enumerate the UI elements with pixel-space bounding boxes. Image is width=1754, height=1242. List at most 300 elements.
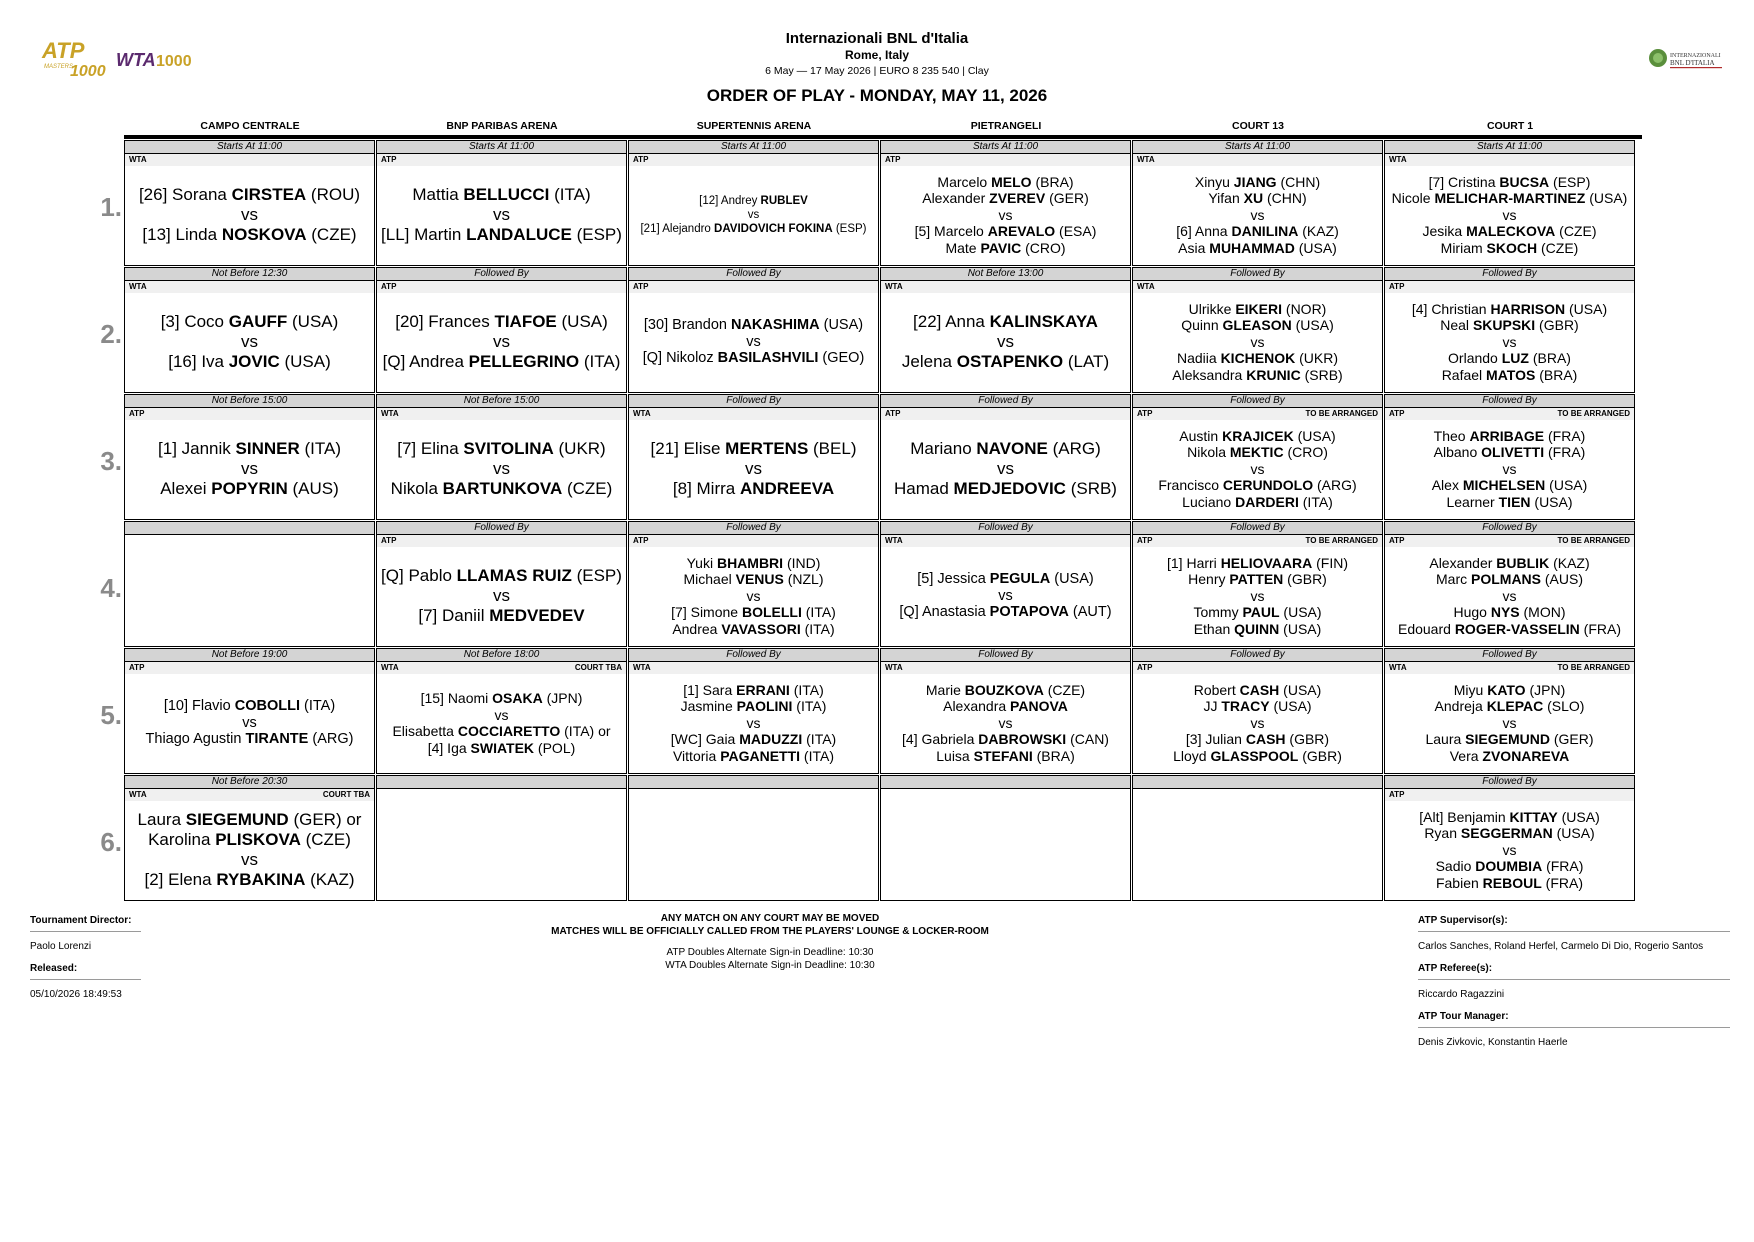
player-text: Edouard (1397, 620, 1455, 637)
player-text: vs (1502, 206, 1517, 223)
court-header: COURT 13 (1232, 120, 1284, 132)
player-text: (USA) (1293, 427, 1336, 444)
player-text: (CRO) (1283, 444, 1328, 461)
player-line (1453, 604, 1565, 621)
match-cell (124, 775, 375, 901)
versus-label (1503, 334, 1517, 351)
player-line (146, 731, 354, 748)
start-time-bar: Starts At 11:00 (881, 141, 1130, 154)
player-surname: SKOCH (1486, 239, 1538, 256)
versus-label (1503, 588, 1517, 605)
player-text: (USA) (1545, 477, 1588, 494)
player-text: vs (493, 205, 510, 224)
player-surname: TRACY (1221, 698, 1270, 715)
player-line (683, 571, 823, 588)
player-text: (GBR) (1298, 747, 1342, 764)
tour-tag: ATP (885, 155, 901, 164)
versus-label (747, 715, 761, 732)
player-text: Andrea (672, 620, 722, 637)
player-text: Karolina (148, 830, 216, 849)
player-text: Neal (1440, 317, 1473, 334)
versus-label (999, 715, 1013, 732)
match-cell (376, 140, 627, 266)
match-entry (125, 673, 374, 773)
order-of-play-grid (100, 118, 1642, 901)
player-text: (KAZ) (1549, 554, 1590, 571)
match-cell (124, 648, 375, 774)
player-surname: NYS (1490, 604, 1520, 621)
player-text: vs (1250, 460, 1265, 477)
match-cell (1132, 267, 1383, 393)
player-text: (CHN) (1276, 173, 1321, 190)
player-text: (AUS) (287, 479, 339, 498)
player-text: [4] Iga (427, 739, 471, 756)
player-surname: TIAFOE (494, 312, 557, 331)
player-text: (BEL) (808, 439, 857, 458)
start-time-bar: Followed By (1133, 268, 1382, 281)
player-text: (USA) (1269, 698, 1312, 715)
versus-label (495, 707, 509, 724)
player-text: (IND) (783, 554, 821, 571)
player-text: Marie (925, 681, 965, 698)
player-text: vs (746, 587, 761, 604)
match-entry (1133, 673, 1382, 773)
player-line (681, 698, 827, 715)
atp-1000-text: 1000 (70, 63, 106, 80)
tour-tag: WTA (129, 155, 147, 164)
player-text: Xinyu (1194, 173, 1234, 190)
player-text: [6] Anna (1176, 223, 1232, 240)
player-line (1429, 555, 1589, 572)
match-entry (125, 419, 374, 519)
player-line (1181, 317, 1333, 334)
player-text: [1] Jannik (158, 439, 236, 458)
match-entry (125, 292, 374, 392)
player-text: vs (1250, 587, 1265, 604)
player-text: (ESP) (571, 225, 622, 244)
player-surname: CASH (1245, 731, 1286, 748)
start-time-bar: Followed By (1385, 776, 1634, 789)
match-cell (124, 267, 375, 393)
player-line (428, 740, 576, 757)
player-text: (ITA) (792, 698, 827, 715)
tour-tag: WTA (633, 409, 651, 418)
referee-label: ATP Referee(s): (1418, 963, 1493, 974)
player-surname: KRUNIC (1246, 366, 1301, 383)
player-text: Mariano (910, 439, 977, 458)
player-text: (JPN) (1525, 681, 1566, 698)
court-arrangement-note: TO BE ARRANGED (1305, 409, 1378, 418)
player-line (421, 690, 583, 707)
player-surname: BASILASHVILI (717, 350, 819, 367)
player-surname: BHAMBRI (716, 554, 784, 571)
player-text: Mattia (412, 185, 464, 204)
player-text: (USA) (1530, 493, 1573, 510)
court-header-row (124, 118, 1642, 134)
director-label: Tournament Director: (30, 915, 132, 926)
match-entry (1385, 165, 1634, 265)
player-text: (ESP) (832, 223, 867, 235)
player-line (1203, 698, 1311, 715)
player-line (381, 566, 622, 586)
player-line (1392, 190, 1628, 207)
match-entry (377, 673, 626, 773)
player-surname: AREVALO (987, 223, 1056, 240)
player-text: JJ (1203, 698, 1222, 715)
player-surname: DABROWSKI (978, 731, 1067, 748)
player-text: (ITA) (789, 681, 824, 698)
player-text: [3] Coco (160, 312, 229, 331)
player-text: (ITA) (1298, 493, 1333, 510)
match-cell (1384, 140, 1635, 266)
player-text: (CZE) (1537, 239, 1579, 256)
player-text: Learner (1446, 493, 1499, 510)
player-text: vs (493, 586, 510, 605)
player-text: Hamad (894, 479, 954, 498)
player-text: Fabien (1435, 874, 1483, 891)
player-text: [20] Frances (395, 312, 495, 331)
start-time-bar: Followed By (377, 268, 626, 281)
player-surname: PAGANETTI (720, 747, 801, 764)
player-line (142, 225, 356, 245)
player-surname: MEKTIC (1229, 444, 1284, 461)
player-line (1435, 698, 1585, 715)
match-entry (629, 165, 878, 265)
player-text: (ARG) (1047, 439, 1101, 458)
player-surname: SIEGEMUND (185, 810, 289, 829)
match-entry (1133, 546, 1382, 646)
player-text: (ITA) (579, 352, 621, 371)
court-arrangement-note: COURT TBA (574, 663, 622, 672)
player-line (1441, 240, 1579, 257)
court-arrangement-note: TO BE ARRANGED (1305, 536, 1378, 545)
player-surname: JIANG (1233, 173, 1277, 190)
player-surname: HARRISON (1490, 300, 1566, 317)
player-line (1440, 317, 1578, 334)
player-text: Alexander (922, 190, 990, 207)
player-text: (USA) (1279, 620, 1322, 637)
player-text: (USA) (1557, 808, 1600, 825)
player-text: Nikola (390, 479, 443, 498)
player-text: Marc (1436, 571, 1471, 588)
player-surname: GLASSPOOL (1210, 747, 1299, 764)
player-text: (ITA) (800, 620, 835, 637)
row-number: 6. (100, 827, 122, 857)
versus-label (1251, 461, 1265, 478)
tour-tag: WTA (381, 663, 399, 672)
player-surname: PANOVA (1010, 698, 1068, 715)
player-surname: STEFANI (973, 747, 1033, 764)
court-arrangement-note: TO BE ARRANGED (1557, 409, 1630, 418)
player-line (1436, 571, 1583, 588)
player-text: (ITA) (549, 185, 591, 204)
player-surname: PAOLINI (736, 698, 793, 715)
player-text: (GER) (1045, 190, 1089, 207)
tour-manager-label: ATP Tour Manager: (1418, 1011, 1509, 1022)
player-line (699, 194, 808, 208)
footer-rule (1418, 1027, 1730, 1028)
player-text: [Q] Nikoloz (642, 350, 718, 367)
player-line (899, 604, 1111, 621)
player-text: Theo (1433, 427, 1470, 444)
tour-tag: ATP (1137, 536, 1153, 545)
player-text: (POL) (534, 739, 576, 756)
player-surname: LUZ (1501, 350, 1529, 367)
match-row (100, 648, 1642, 774)
player-surname: MATOS (1486, 366, 1536, 383)
player-line (673, 479, 834, 499)
player-text: [16] Iva (168, 352, 229, 371)
player-surname: SVITOLINA (463, 439, 554, 458)
player-line (168, 352, 331, 372)
player-text: (AUS) (1541, 571, 1583, 588)
player-text: (ITA) (299, 439, 341, 458)
tour-tag: ATP (1389, 790, 1405, 799)
match-row (100, 521, 1642, 647)
player-surname: GAUFF (228, 312, 288, 331)
start-time-bar (125, 522, 374, 535)
player-surname: TIRANTE (245, 731, 309, 748)
versus-label (493, 459, 510, 479)
player-text: (USA) (1050, 571, 1094, 588)
player-line (910, 439, 1101, 459)
player-line (671, 604, 836, 621)
match-entry (377, 165, 626, 265)
match-entry (629, 546, 878, 646)
player-surname: POPYRIN (211, 479, 288, 498)
player-line (902, 731, 1109, 748)
player-surname: OSTAPENKO (956, 352, 1064, 371)
player-text: (ROU) (306, 185, 361, 204)
tour-tag: ATP (1389, 536, 1405, 545)
tour-tag: WTA (1137, 155, 1155, 164)
director-name: Paolo Lorenzi (30, 941, 92, 952)
player-text: (CHN) (1263, 190, 1307, 207)
player-line (926, 682, 1085, 699)
versus-label (493, 586, 510, 606)
match-cell (880, 648, 1131, 774)
match-cell (1384, 648, 1635, 774)
player-text: (FIN) (1312, 554, 1348, 571)
player-line (644, 317, 863, 334)
player-text: Vera (1449, 747, 1483, 764)
match-row (100, 394, 1642, 520)
player-text: Miyu (1453, 681, 1488, 698)
player-text: (CZE) (300, 830, 351, 849)
player-line (1432, 477, 1588, 494)
start-time-bar: Starts At 11:00 (629, 141, 878, 154)
player-text: Elisabetta (392, 723, 458, 739)
player-text: (USA) (1291, 317, 1334, 334)
match-entry (1385, 292, 1634, 392)
player-text: [7] Simone (671, 604, 742, 621)
versus-label (999, 207, 1013, 224)
player-text: [7] Elina (397, 439, 464, 458)
match-row (100, 267, 1642, 393)
player-text: vs (1502, 587, 1517, 604)
tour-tag: ATP (885, 409, 901, 418)
player-text: Hugo (1453, 604, 1491, 621)
player-text: vs (1502, 841, 1517, 858)
player-line (683, 682, 824, 699)
player-text: (SRB) (1300, 366, 1343, 383)
tour-manager-names: Denis Zivkovic, Konstantin Haerle (1418, 1037, 1568, 1048)
match-entry (125, 165, 374, 265)
match-entry (1133, 292, 1382, 392)
versus-label (747, 588, 761, 605)
tour-tag: ATP (381, 155, 397, 164)
logo-right-line2: BNL D'ITALIA (1670, 59, 1715, 67)
player-text: (SLO) (1543, 698, 1585, 715)
player-text: vs (1502, 460, 1517, 477)
player-text: (USA) (1585, 190, 1628, 207)
tour-tag: WTA (885, 536, 903, 545)
player-text: Quinn (1181, 317, 1223, 334)
player-text: (UKR) (553, 439, 606, 458)
start-time-bar: Starts At 11:00 (377, 141, 626, 154)
player-text: vs (997, 332, 1014, 351)
match-cell (1132, 394, 1383, 520)
player-text: (NZL) (783, 571, 824, 588)
player-line (1412, 301, 1607, 318)
player-line (144, 870, 354, 890)
player-surname: PEGULA (989, 571, 1051, 588)
player-surname: ROGER-VASSELIN (1454, 620, 1580, 637)
player-surname: JOVIC (228, 352, 280, 371)
start-time-bar: Followed By (881, 395, 1130, 408)
player-text: (USA) (1294, 239, 1337, 256)
match-entry (125, 800, 374, 900)
player-line (936, 748, 1074, 765)
player-text: (USA) (1279, 604, 1322, 621)
player-line (397, 439, 605, 459)
start-time-bar (881, 776, 1130, 789)
match-cell (1384, 521, 1635, 647)
atp-deadline: ATP Doubles Alternate Sign-in Deadline: 10:30 (666, 947, 874, 958)
player-line (1193, 604, 1321, 621)
start-time-bar: Followed By (629, 268, 878, 281)
player-surname: ZVEREV (989, 190, 1046, 207)
player-text: [Q] Anastasia (899, 604, 990, 621)
player-line (158, 439, 341, 459)
player-surname: ERRANI (736, 681, 790, 698)
player-text: (NOR) (1282, 300, 1327, 317)
player-text: vs (745, 459, 762, 478)
player-line (1177, 350, 1338, 367)
player-surname: DARDERI (1235, 493, 1299, 510)
player-text: Robert (1193, 681, 1240, 698)
match-cell (628, 521, 879, 647)
versus-label (241, 205, 258, 225)
player-surname: POTAPOVA (989, 604, 1069, 621)
versus-label (1251, 207, 1265, 224)
match-cell (124, 521, 375, 647)
match-cell (880, 394, 1131, 520)
player-text: (CAN) (1066, 731, 1109, 748)
start-time-bar: Followed By (629, 395, 878, 408)
court-header: COURT 1 (1486, 120, 1534, 132)
tour-tag: ATP (129, 663, 145, 672)
tour-tag: WTA (1137, 282, 1155, 291)
versus-label (1503, 715, 1517, 732)
versus-label (998, 588, 1013, 605)
player-text: vs (1250, 206, 1265, 223)
match-cell (376, 775, 627, 901)
player-line (1454, 682, 1566, 699)
player-line (1178, 240, 1337, 257)
player-text: Jelena (901, 352, 957, 371)
match-row (100, 775, 1642, 901)
player-line (902, 352, 1109, 372)
player-text: (USA) (819, 317, 864, 334)
player-text: vs (998, 714, 1013, 731)
supervisor-names: Carlos Sanches, Roland Herfel, Carmelo Di Dio, Rogerio Santos (1418, 941, 1704, 952)
court-arrangement-note: TO BE ARRANGED (1557, 663, 1630, 672)
player-text: Laura (137, 810, 186, 829)
player-text: (KAZ) (305, 870, 355, 889)
order-of-play-title: ORDER OF PLAY - MONDAY, MAY 11, 2026 (706, 86, 1048, 105)
player-line (943, 698, 1068, 715)
player-text: Andreja (1434, 698, 1487, 715)
player-line (1194, 621, 1322, 638)
start-time-bar: Not Before 15:00 (377, 395, 626, 408)
player-text: vs (242, 714, 257, 731)
versus-label (493, 205, 510, 225)
player-line (672, 621, 834, 638)
player-line (1189, 301, 1327, 318)
row-number: 5. (100, 700, 122, 730)
player-text: [4] Gabriela (902, 731, 979, 748)
start-time-bar: Followed By (1385, 268, 1634, 281)
versus-label (241, 850, 258, 870)
player-line (139, 185, 360, 205)
match-cell (628, 140, 879, 266)
match-cell (1384, 267, 1635, 393)
versus-label (1251, 334, 1265, 351)
player-surname: KRAJICEK (1222, 427, 1294, 444)
player-surname: KALINSKAYA (989, 312, 1098, 331)
footer-rule (1418, 931, 1730, 932)
player-text: Asia (1178, 239, 1210, 256)
court-header: CAMPO CENTRALE (200, 120, 300, 132)
player-surname: COBOLLI (234, 698, 300, 715)
player-line (894, 479, 1117, 499)
player-line (1425, 731, 1593, 748)
start-time-bar: Followed By (1133, 395, 1382, 408)
player-line (1423, 223, 1597, 240)
match-entry (881, 292, 1130, 392)
player-line (160, 479, 339, 499)
player-surname: VAVASSORI (721, 620, 801, 637)
match-rows (100, 140, 1642, 901)
versus-label (997, 459, 1014, 479)
player-text: vs (241, 459, 258, 478)
player-text: (BRA) (1535, 366, 1578, 383)
player-surname: CASH (1239, 681, 1280, 698)
player-line (1158, 477, 1356, 494)
player-surname: CERUNDOLO (1222, 477, 1314, 494)
player-line (937, 174, 1073, 191)
match-cell (1132, 775, 1383, 901)
tour-tag: WTA (885, 282, 903, 291)
player-text: Sadio (1435, 858, 1476, 875)
referee-name: Riccardo Ragazzini (1418, 989, 1505, 1000)
player-line (1434, 444, 1586, 461)
player-line (1187, 444, 1328, 461)
player-text: (GEO) (818, 350, 865, 367)
versus-label (745, 459, 762, 479)
released-label: Released: (30, 963, 78, 974)
